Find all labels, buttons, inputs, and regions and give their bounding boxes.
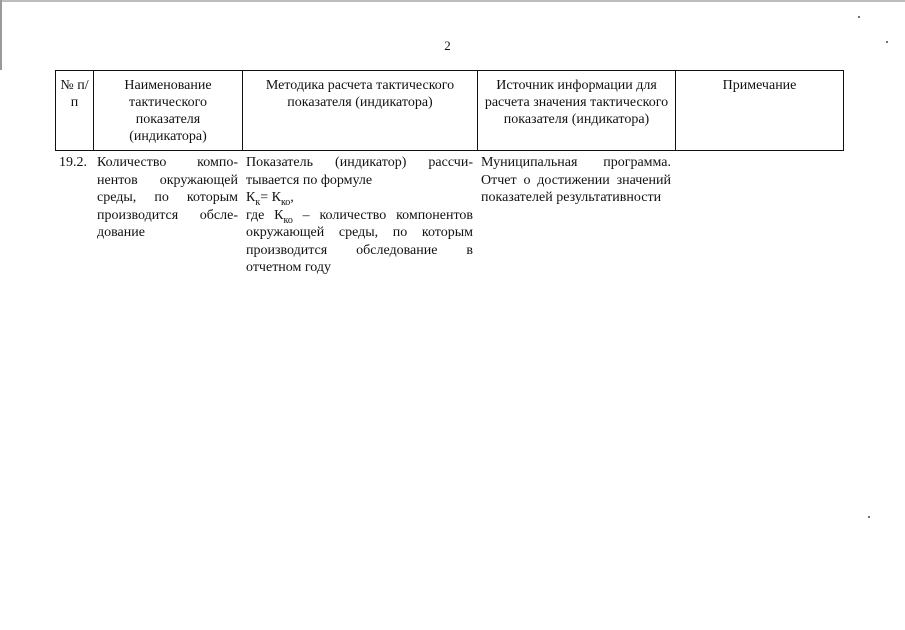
formula-end: , bbox=[290, 190, 294, 205]
where-prefix: где К bbox=[246, 207, 284, 223]
method-intro: Показатель (индикатор) рассчитывается по формуле bbox=[246, 155, 473, 188]
indicator-table-body bbox=[55, 154, 843, 277]
row-method bbox=[242, 154, 477, 277]
method-where bbox=[246, 208, 473, 276]
table-row bbox=[55, 154, 843, 277]
scan-speck bbox=[858, 16, 860, 18]
row-source: Муниципальная программа. Отчет о достижении значений показателей результативности bbox=[481, 155, 671, 205]
header-name: Наименование тактического показателя (индикатора) bbox=[94, 71, 243, 151]
indicator-table-header bbox=[55, 70, 844, 151]
formula-left: К bbox=[246, 190, 256, 205]
header-num: № п/п bbox=[56, 71, 94, 151]
where-text: – количество компонентов окружающей среды, по которым производится обследование в отчетном году bbox=[246, 207, 473, 275]
method-formula bbox=[246, 189, 473, 207]
header-source: Источник информации для расчета значения тактического показателя (индикатора) bbox=[478, 71, 676, 151]
formula-eq: = К bbox=[260, 190, 281, 205]
page-number: 2 bbox=[444, 38, 451, 53]
scan-edge-top bbox=[0, 0, 905, 2]
formula-right-sub: ко bbox=[280, 196, 291, 208]
header-row bbox=[56, 71, 844, 151]
scan-edge-left bbox=[0, 0, 2, 70]
header-method: Методика расчета тактического показателя (индикатора) bbox=[243, 71, 478, 151]
where-sub: ко bbox=[283, 214, 293, 226]
header-note: Примечание bbox=[676, 71, 844, 151]
row-note bbox=[675, 154, 843, 277]
row-name: Количество компонентов окружающей среды, по которым производится обследование bbox=[97, 155, 238, 240]
row-num: 19.2. bbox=[59, 155, 87, 170]
scan-speck bbox=[868, 516, 870, 518]
formula-left-sub: к bbox=[255, 196, 261, 208]
